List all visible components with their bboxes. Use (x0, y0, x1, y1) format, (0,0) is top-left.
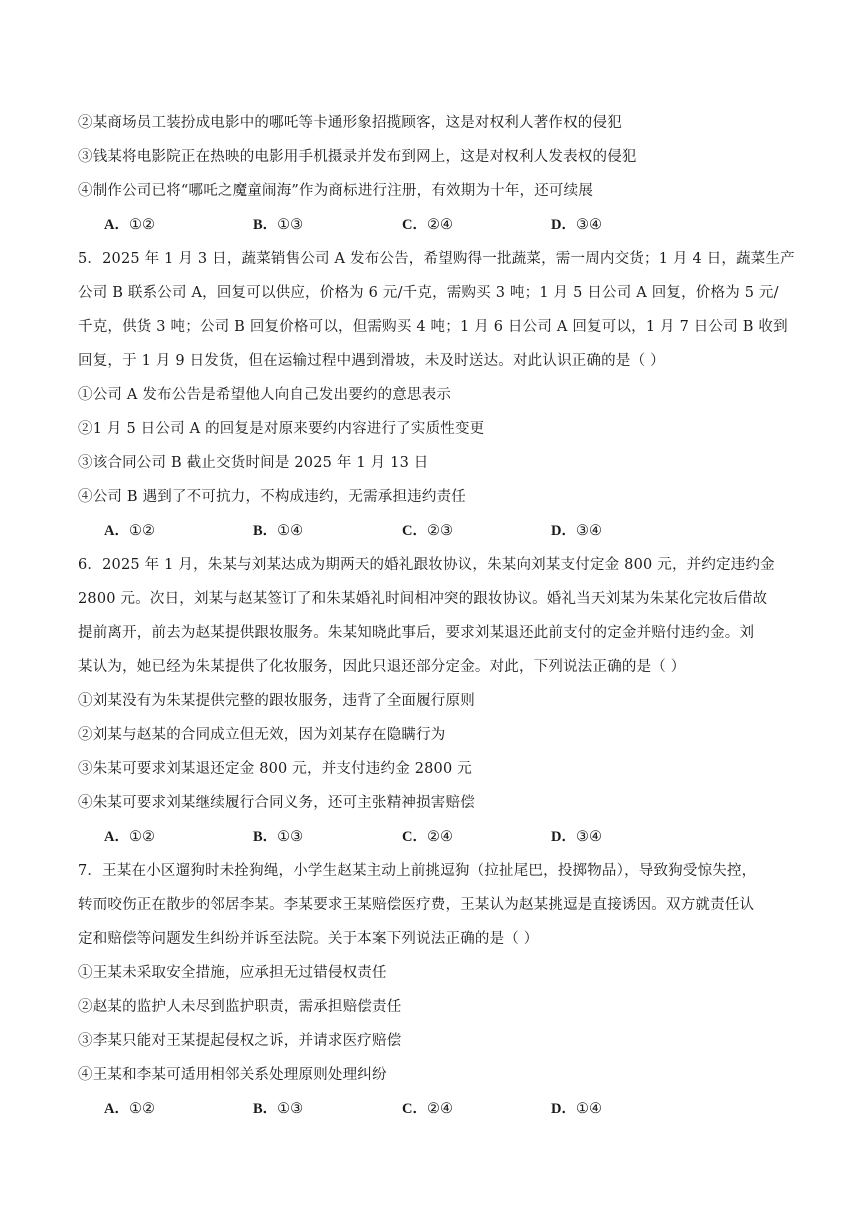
q5-stem-line: 5．2025 年 1 月 3 日，蔬菜销售公司 A 发布公告，希望购得一批蔬菜，需一周内交货；1 月 4 日，蔬菜生产 (78, 251, 795, 267)
q4-option-b: B．①③ (253, 217, 304, 233)
q4-options (78, 208, 800, 242)
q6-stem-line: 2800 元。次日，刘某与赵某签订了和朱某婚礼时间相冲突的跟妆协议。婚礼当天刘某为朱某化完妆后借故 (78, 591, 768, 607)
q6-options (78, 820, 800, 854)
q5-option-b: B．①④ (253, 523, 304, 539)
q5-item-4: ④公司 B 遇到了不可抗力，不构成违约，无需承担违约责任 (78, 489, 466, 505)
q4-option-c: C．②④ (402, 217, 453, 233)
q7-option-c: C．②④ (402, 1101, 453, 1117)
q5-item-1: ①公司 A 发布公告是希望他人向自己发出要约的意思表示 (78, 387, 452, 403)
q4-option-a: A．①② (104, 217, 155, 233)
q6-option-b: B．①③ (253, 829, 304, 845)
q6-option-c: C．②④ (402, 829, 453, 845)
q5-item-2: ②1 月 5 日公司 A 的回复是对原来要约内容进行了实质性变更 (78, 421, 485, 437)
q6-stem-line: 提前离开，前去为赵某提供跟妆服务。朱某知晓此事后，要求刘某退还此前支付的定金并赔付违约金。刘 (78, 625, 755, 641)
q7-stem-line: 转而咬伤正在散步的邻居李某。李某要求王某赔偿医疗费，王某认为赵某挑逗是直接诱因。双方就责任认 (78, 897, 755, 913)
q5-stem-line: 回复，于 1 月 9 日发货，但在运输过程中遇到滑坡，未及时送达。对此认识正确的是（ ） (78, 353, 665, 369)
q6-option-d: D．③④ (551, 829, 602, 845)
q7-item-4: ④王某和李某可适用相邻关系处理原则处理纠纷 (78, 1067, 387, 1083)
question-4-items (78, 106, 800, 208)
question-6 (78, 548, 800, 820)
q7-stem-line: 7．王某在小区遛狗时未拴狗绳，小学生赵某主动上前挑逗狗（拉扯尾巴，投掷物品），导致狗受惊失控， (78, 863, 757, 879)
q5-option-a: A．①② (104, 523, 155, 539)
q6-option-a: A．①② (104, 829, 155, 845)
q4-item-4: ④制作公司已将“哪吒之魔童闹海”作为商标进行注册，有效期为十年，还可续展 (78, 183, 594, 199)
q5-option-c: C．②③ (402, 523, 453, 539)
q7-option-a: A．①② (104, 1101, 155, 1117)
q6-item-1: ①刘某没有为朱某提供完整的跟妆服务，违背了全面履行原则 (78, 693, 475, 709)
q7-item-2: ②赵某的监护人未尽到监护职责，需承担赔偿责任 (78, 999, 402, 1015)
q5-item-3: ③该合同公司 B 截止交货时间是 2025 年 1 月 13 日 (78, 455, 429, 471)
q6-stem-line: 6．2025 年 1 月，朱某与刘某达成为期两天的婚礼跟妆协议，朱某向刘某支付定金 800 元，并约定违约金 (78, 557, 775, 573)
q7-stem-line: 定和赔偿等问题发生纠纷并诉至法院。关于本案下列说法正确的是（ ） (78, 931, 539, 947)
q6-stem-line: 某认为，她已经为朱某提供了化妆服务，因此只退还部分定金。对此，下列说法正确的是（ ） (78, 659, 686, 675)
question-7 (78, 854, 800, 1092)
q7-option-d: D．①④ (551, 1101, 602, 1117)
q4-item-2: ②某商场员工装扮成电影中的哪吒等卡通形象招揽顾客，这是对权利人著作权的侵犯 (78, 115, 622, 131)
q4-item-3: ③钱某将电影院正在热映的电影用手机摄录并发布到网上，这是对权利人发表权的侵犯 (78, 149, 637, 165)
q7-item-1: ①王某未采取安全措施，应承担无过错侵权责任 (78, 965, 387, 981)
q7-option-b: B．①③ (253, 1101, 304, 1117)
q7-item-3: ③李某只能对王某提起侵权之诉，并请求医疗赔偿 (78, 1033, 402, 1049)
q6-item-4: ④朱某可要求刘某继续履行合同义务，还可主张精神损害赔偿 (78, 795, 475, 811)
q6-item-2: ②刘某与赵某的合同成立但无效，因为刘某存在隐瞒行为 (78, 727, 446, 743)
q6-item-3: ③朱某可要求刘某退还定金 800 元，并支付违约金 2800 元 (78, 761, 472, 777)
q5-stem-line: 千克，供货 3 吨；公司 B 回复价格可以，但需购买 4 吨；1 月 6 日公司 A 回复可以，1 月 7 日公司 B 收到 (78, 319, 788, 335)
question-5 (78, 242, 800, 514)
q4-option-d: D．③④ (551, 217, 602, 233)
q5-option-d: D．③④ (551, 523, 602, 539)
q5-stem-line: 公司 B 联系公司 A，回复可以供应，价格为 6 元/千克，需购买 3 吨；1 月 5 日公司 A 回复，价格为 5 元/ (78, 285, 779, 301)
q7-options (78, 1092, 800, 1126)
q5-options (78, 514, 800, 548)
